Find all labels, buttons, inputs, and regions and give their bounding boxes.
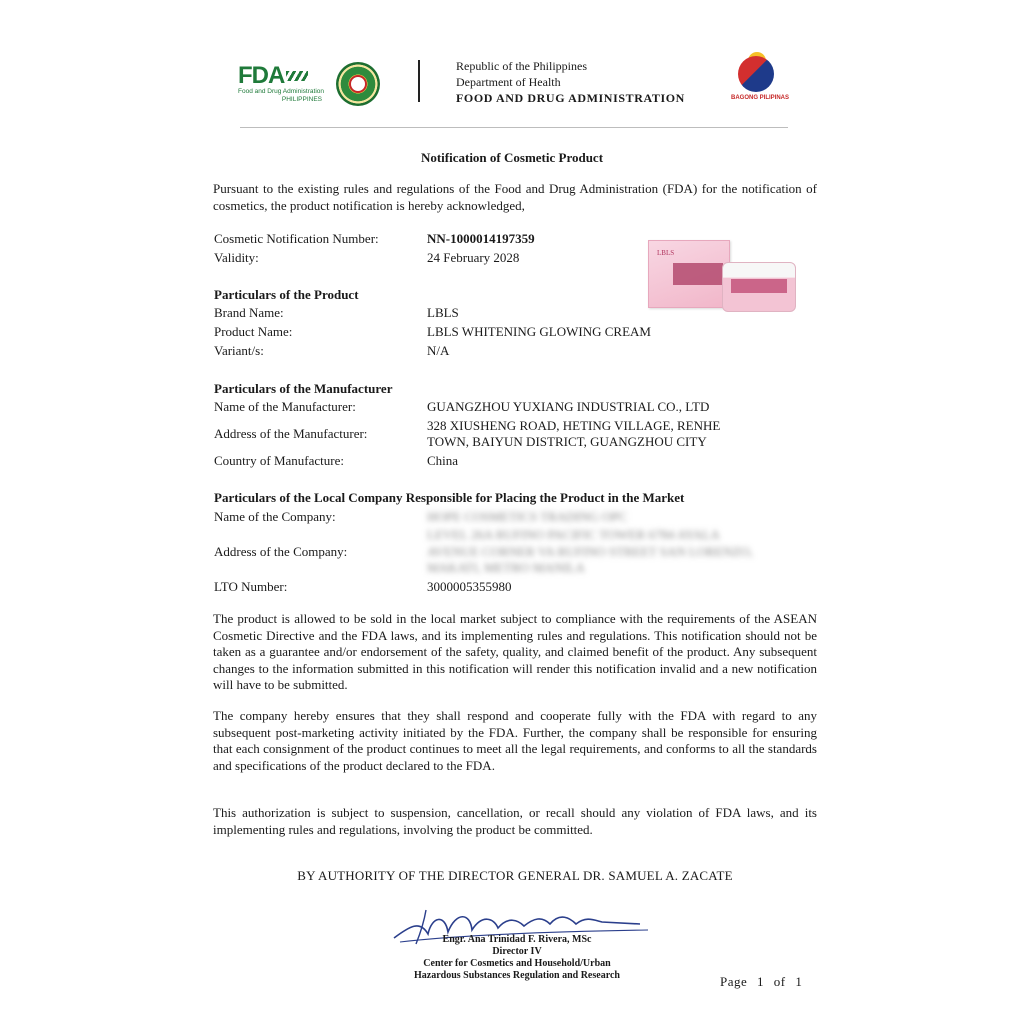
fda-logo-country: PHILIPPINES (281, 96, 322, 103)
authority-statement: BY AUTHORITY OF THE DIRECTOR GENERAL DR. SAMUEL A. ZACATE (297, 868, 733, 883)
brand-name-label: Brand Name: (214, 305, 284, 320)
product-image (648, 236, 798, 314)
product-box (648, 240, 730, 308)
company-name-label: Name of the Company: (214, 509, 336, 524)
page-of: of (773, 974, 786, 989)
page-current: 1 (757, 974, 765, 989)
notification-number-value: NN-1000014197359 (427, 231, 535, 246)
compliance-paragraph: The product is allowed to be sold in the local market subject to compliance with the requirements of the ASEAN Cosmetic Directive and the FDA laws, and its implementing rules and regulations. This notification should not be taken as a guarantee and/or endorsement of the safety, quality, and claimed benefit of the product. Any subsequent changes to the information submitted in this notification will render this notification invalid and a new notification will have to be submitted. (213, 611, 817, 692)
signer-position: Director IV (492, 946, 542, 957)
validity-value: 24 February 2028 (427, 250, 520, 265)
bagong-pilipinas-emblem-icon (738, 56, 774, 92)
notification-number-label: Cosmetic Notification Number: (214, 231, 379, 246)
company-address-line1: LEVEL 26A RUFINO PACIFIC TOWER 6784 AYALA (427, 527, 720, 542)
signer-block (0, 934, 1024, 982)
manufacturer-address-label: Address of the Manufacturer: (214, 426, 368, 441)
page-label: Page (720, 974, 748, 989)
intro-paragraph: Pursuant to the existing rules and regulations of the Food and Drug Administration (FDA) for the notification of cosmetics, the product notification is hereby acknowledged, (213, 181, 817, 213)
product-jar (722, 262, 796, 312)
bagong-pilipinas-logo (730, 52, 790, 104)
manufacturer-address-line2: TOWN, BAIYUN DISTRICT, GUANGZHOU CITY (427, 434, 707, 449)
product-name-label: Product Name: (214, 324, 293, 339)
agency-republic: Republic of the Philippines (456, 59, 587, 73)
agency-department: Department of Health (456, 75, 561, 89)
manufacturer-name-value: GUANGZHOU YUXIANG INDUSTRIAL CO., LTD (427, 399, 710, 414)
post-marketing-paragraph: The company hereby ensures that they shall respond and cooperate fully with the FDA with regard to any subsequent post-marketing activity initiated by the FDA. Further, the company shall be responsible for ensuring that each consignment of the product continues to meet all the legal requirements, and conforms to all the standards and specifications of the product declared to the FDA. (213, 708, 817, 773)
local-company-heading: Particulars of the Local Company Responsible for Placing the Product in the Market (214, 490, 685, 505)
variant-label: Variant/s: (214, 343, 264, 358)
lto-number-label: LTO Number: (214, 579, 288, 594)
bagong-pilipinas-text: BAGONG PILIPINAS (730, 95, 789, 101)
signer-name: Engr. Ana Trinidad F. Rivera, MSc (442, 934, 592, 945)
country-value: China (427, 453, 459, 468)
authorization-paragraph: This authorization is subject to suspension, cancellation, or recall should any violation of FDA laws, and its implementing rules and regulations, involving the product be committed. (213, 805, 817, 837)
manufacturer-heading: Particulars of the Manufacturer (214, 381, 393, 396)
agency-fda: FOOD AND DRUG ADMINISTRATION (456, 91, 685, 105)
page-total: 1 (795, 974, 803, 989)
fda-logo (238, 64, 328, 106)
validity-label: Validity: (214, 250, 259, 265)
header-divider (418, 60, 420, 102)
agency-header (456, 58, 685, 106)
manufacturer-name-label: Name of the Manufacturer: (214, 399, 356, 414)
signer-office-line1: Center for Cosmetics and Household/Urban (423, 958, 611, 969)
fda-logo-stripes-icon (286, 71, 308, 81)
document-title: Notification of Cosmetic Product (420, 150, 604, 165)
lto-number-value: 3000005355980 (427, 579, 512, 594)
header-rule (240, 127, 788, 128)
company-name-value: HOPE COSMETICS TRADING OPC (427, 509, 628, 524)
fda-logo-subtitle: Food and Drug Administration (238, 88, 324, 95)
company-address-label: Address of the Company: (214, 544, 348, 559)
variant-value: N/A (427, 343, 450, 358)
company-address-line3: MAKATI, METRO MANILA (427, 560, 585, 575)
country-label: Country of Manufacture: (214, 453, 344, 468)
signer-office-line2: Hazardous Substances Regulation and Research (414, 970, 620, 981)
manufacturer-address-line1: 328 XIUSHENG ROAD, HETING VILLAGE, RENHE (427, 418, 721, 433)
fda-logo-mark: FDA (238, 62, 285, 89)
product-name-value: LBLS WHITENING GLOWING CREAM (427, 324, 651, 339)
company-address-line2: AVENUE CORNER VA RUFINO STREET SAN LORENZO, (427, 544, 753, 559)
brand-name-value: LBLS (427, 305, 459, 320)
product-box-brand: LBLS (657, 249, 675, 257)
product-heading: Particulars of the Product (214, 287, 359, 302)
page-number (720, 974, 808, 990)
doh-seal-icon (336, 62, 380, 106)
